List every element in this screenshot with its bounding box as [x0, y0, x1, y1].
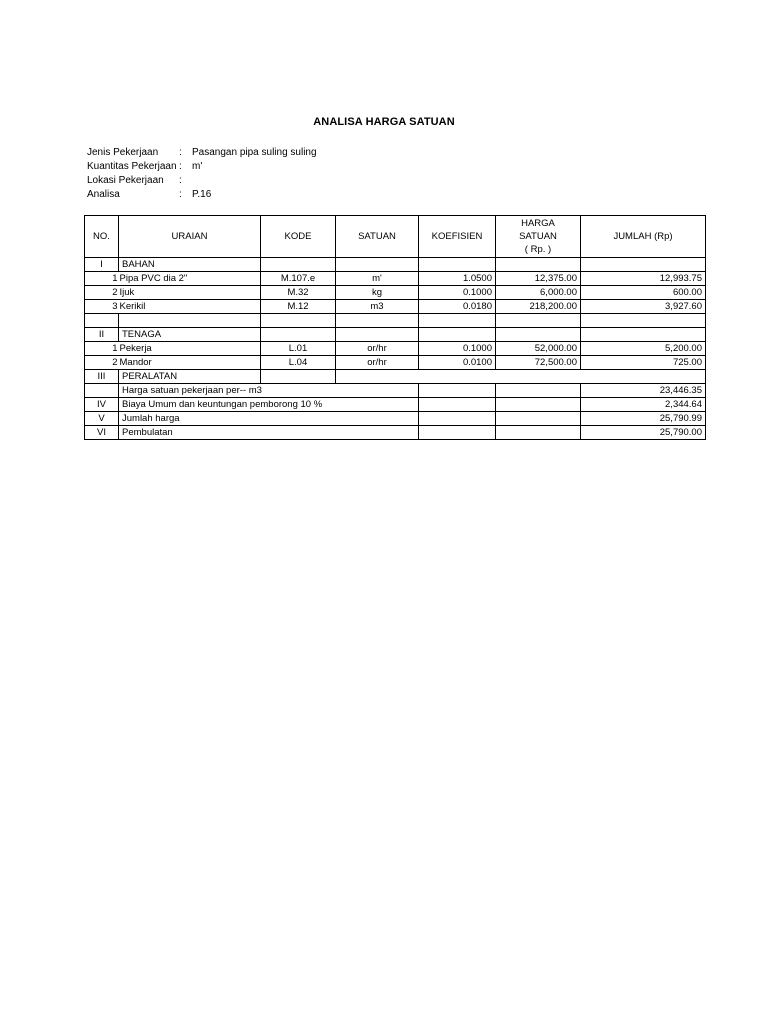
item-satuan: m3	[336, 300, 419, 314]
item-jumlah: 12,993.75	[581, 272, 706, 286]
item-koefisien: 0.1000	[419, 342, 496, 356]
item-satuan: or/hr	[336, 342, 419, 356]
table-row	[85, 356, 706, 370]
item-jumlah: 5,200.00	[581, 342, 706, 356]
table-row	[85, 342, 706, 356]
section-label: TENAGA	[119, 328, 261, 342]
header-jumlah: JUMLAH (Rp)	[581, 216, 706, 258]
item-no: 2	[85, 356, 119, 370]
section-label: PERALATAN	[119, 370, 261, 384]
item-harga: 52,000.00	[496, 342, 581, 356]
summary-value: 2,344.64	[581, 398, 706, 412]
item-harga: 6,000.00	[496, 286, 581, 300]
summary-no: VI	[85, 426, 119, 440]
item-satuan: m'	[336, 272, 419, 286]
item-koefisien: 0.0100	[419, 356, 496, 370]
item-no: 2	[85, 286, 119, 300]
info-colon: :	[179, 189, 182, 200]
summary-value: 25,790.99	[581, 412, 706, 426]
item-jumlah: 725.00	[581, 356, 706, 370]
header-harga-line2: SATUAN	[519, 231, 557, 242]
summary-label: Harga satuan pekerjaan per-- m3	[119, 384, 419, 398]
info-label: Jenis Pekerjaan	[87, 147, 159, 158]
item-uraian: Mandor	[119, 356, 261, 370]
page-title: ANALISA HARGA SATUAN	[313, 116, 455, 128]
item-kode: M.107.e	[261, 272, 336, 286]
section-label: BAHAN	[119, 258, 261, 272]
table-row	[85, 286, 706, 300]
summary-no: V	[85, 412, 119, 426]
item-kode: L.01	[261, 342, 336, 356]
summary-value: 25,790.00	[581, 426, 706, 440]
info-value: P.16	[192, 189, 212, 200]
info-value: Pasangan pipa suling suling	[192, 147, 317, 158]
spacer-row	[85, 314, 706, 328]
item-kode: L.04	[261, 356, 336, 370]
item-harga: 218,200.00	[496, 300, 581, 314]
table-row	[85, 272, 706, 286]
summary-row	[85, 426, 706, 440]
header-kode: KODE	[261, 216, 336, 258]
section-row-tenaga	[85, 328, 706, 342]
summary-row	[85, 412, 706, 426]
item-jumlah: 600.00	[581, 286, 706, 300]
info-label: Kuantitas Pekerjaan	[87, 161, 177, 172]
table-row	[85, 300, 706, 314]
item-kode: M.32	[261, 286, 336, 300]
item-harga: 72,500.00	[496, 356, 581, 370]
summary-row	[85, 384, 706, 398]
item-satuan: or/hr	[336, 356, 419, 370]
item-uraian: Ijuk	[119, 286, 261, 300]
summary-no	[85, 384, 119, 398]
price-analysis-table	[84, 215, 706, 440]
item-uraian: Kerikil	[119, 300, 261, 314]
item-uraian: Pipa PVC dia 2"	[119, 272, 261, 286]
info-colon: :	[179, 175, 182, 186]
header-satuan: SATUAN	[336, 216, 419, 258]
item-no: 1	[85, 342, 119, 356]
info-value: m'	[192, 161, 203, 172]
item-satuan: kg	[336, 286, 419, 300]
item-koefisien: 1.0500	[419, 272, 496, 286]
summary-label: Pembulatan	[119, 426, 419, 440]
info-label: Analisa	[87, 189, 120, 200]
summary-label: Biaya Umum dan keuntungan pemborong 10 %	[119, 398, 419, 412]
item-jumlah: 3,927.60	[581, 300, 706, 314]
item-no: 3	[85, 300, 119, 314]
summary-label: Jumlah harga	[119, 412, 419, 426]
summary-no: IV	[85, 398, 119, 412]
item-koefisien: 0.0180	[419, 300, 496, 314]
header-uraian: URAIAN	[119, 216, 261, 258]
item-no: 1	[85, 272, 119, 286]
item-kode: M.12	[261, 300, 336, 314]
item-harga: 12,375.00	[496, 272, 581, 286]
header-harga	[496, 216, 581, 258]
section-no: II	[85, 328, 119, 342]
header-harga-line3: ( Rp. )	[524, 244, 552, 255]
summary-row	[85, 398, 706, 412]
section-no: I	[85, 258, 119, 272]
header-koefisien: KOEFISIEN	[419, 216, 496, 258]
section-no: III	[85, 370, 119, 384]
section-row-bahan	[85, 258, 706, 272]
info-label: Lokasi Pekerjaan	[87, 175, 164, 186]
section-row-peralatan	[85, 370, 706, 384]
header-no: NO.	[85, 216, 119, 258]
info-colon: :	[179, 161, 182, 172]
summary-value: 23,446.35	[581, 384, 706, 398]
item-uraian: Pekerja	[119, 342, 261, 356]
table-header	[85, 216, 706, 258]
header-harga-line1: HARGA	[521, 218, 555, 229]
info-colon: :	[179, 147, 182, 158]
item-koefisien: 0.1000	[419, 286, 496, 300]
